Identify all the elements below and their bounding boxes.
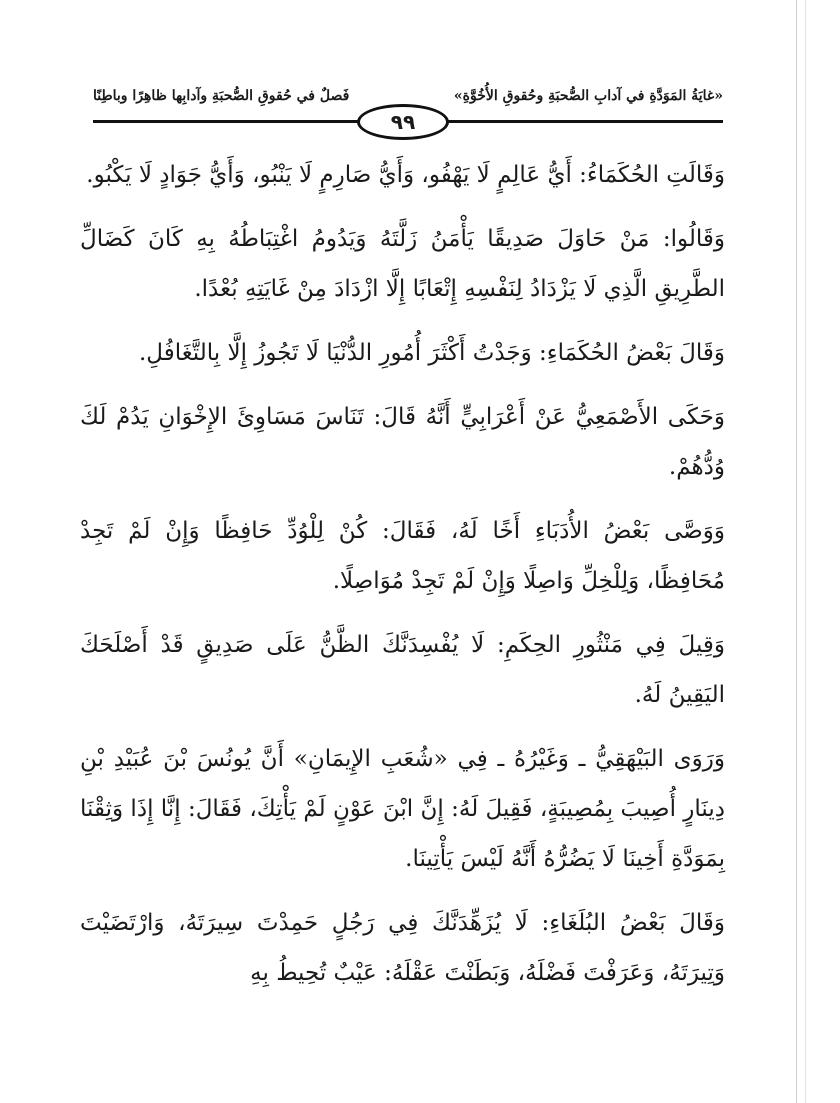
page-edge-line [805,0,806,1103]
page-edge-line [796,0,797,1103]
paragraph: وَحَكَى الأَصْمَعِيُّ عَنْ أَعْرَابِيٍّ أَنَّهُ قَالَ: تَنَاسَ مَسَاوِئَ الإِخْوَانِ يَدُمْ لَكَ وُدُّهُمْ. [80,404,725,480]
paragraph: وَقَالَ بَعْضُ البُلَغَاءِ: لَا يُزَهِّدَنَّكَ فِي رَجُلٍ حَمِدْتَ سِيرَتَهُ، وَارْتَضَيْتَ وَتِيرَتَهُ، وَعَرَفْتَ فَضْلَهُ، وَبَطَنْتَ عَقْلَهُ: عَيْبٌ تُحِيطُ بِهِ [80,910,725,986]
paragraph: وَقَالَتِ الحُكَمَاءُ: أَيُّ عَالِمٍ لَا يَهْفُو، وَأَيُّ صَارِمٍ لَا يَنْبُو، وَأَيُّ جَوَادٍ لَا يَكْبُو. [86,162,725,188]
page-number: ٩٩ [357,104,449,140]
paragraph: وَقَالَ بَعْضُ الحُكَمَاءِ: وَجَدْتُ أَكْثَرَ أُمُورِ الدُّنْيَا لَا تَجُوزُ إِلَّا بِالتَّغَافُلِ. [138,340,725,366]
paragraph: وَقِيلَ فِي مَنْثُورِ الحِكَمِ: لَا يُفْسِدَنَّكَ الظَّنُّ عَلَى صَدِيقٍ قَدْ أَصْلَحَكَ اليَقِينُ لَهُ. [80,632,725,708]
chapter-title: فَصلٌ في حُقوقِ الصُّحبَةِ وآدابِها ظاهِرًا وباطِنًا [93,88,350,104]
paragraph: وَقَالُوا: مَنْ حَاوَلَ صَدِيقًا يَأْمَنُ زَلَّتَهُ وَيَدُومُ اغْتِبَاطُهُ بِهِ كَانَ كَضَالِّ الطَّرِيقِ الَّذِي لَا يَزْدَادُ لِنَفْسِهِ إِتْعَابًا إِلَّا ازْدَادَ مِنْ غَايَتِهِ بُعْدًا. [80,226,725,302]
paragraph: وَرَوَى البَيْهَقِيُّ ـ وَغَيْرُهُ ـ فِي «شُعَبِ الإِيمَانِ» أَنَّ يُونُسَ بْنَ عُبَيْدِ بْنِ دِينَارٍ أُصِيبَ بِمُصِيبَةٍ، فَقِيلَ لَهُ: إِنَّ ابْنَ عَوْنٍ لَمْ يَأْتِكَ، فَقَالَ: إِنَّا إِذَا وَثِقْنَا بِمَوَدَّةِ أَخِينَا لَا يَضُرُّهُ أَنَّهُ لَيْسَ يَأْتِينَا. [80,746,725,872]
paragraph: وَوَصَّى بَعْضُ الأُدَبَاءِ أَخًا لَهُ، فَقَالَ: كُنْ لِلْوُدِّ حَافِظًا وَإِنْ لَمْ تَجِدْ مُحَافِظًا، وَلِلْخِلِّ وَاصِلًا وَإِنْ لَمْ تَجِدْ مُوَاصِلًا. [80,518,725,594]
main-text [80,150,725,1012]
book-title: «غايَةُ المَوَدَّةِ في آدابِ الصُّحبَةِ وحُقوقِ الأُخُوَّةِ» [453,88,723,104]
